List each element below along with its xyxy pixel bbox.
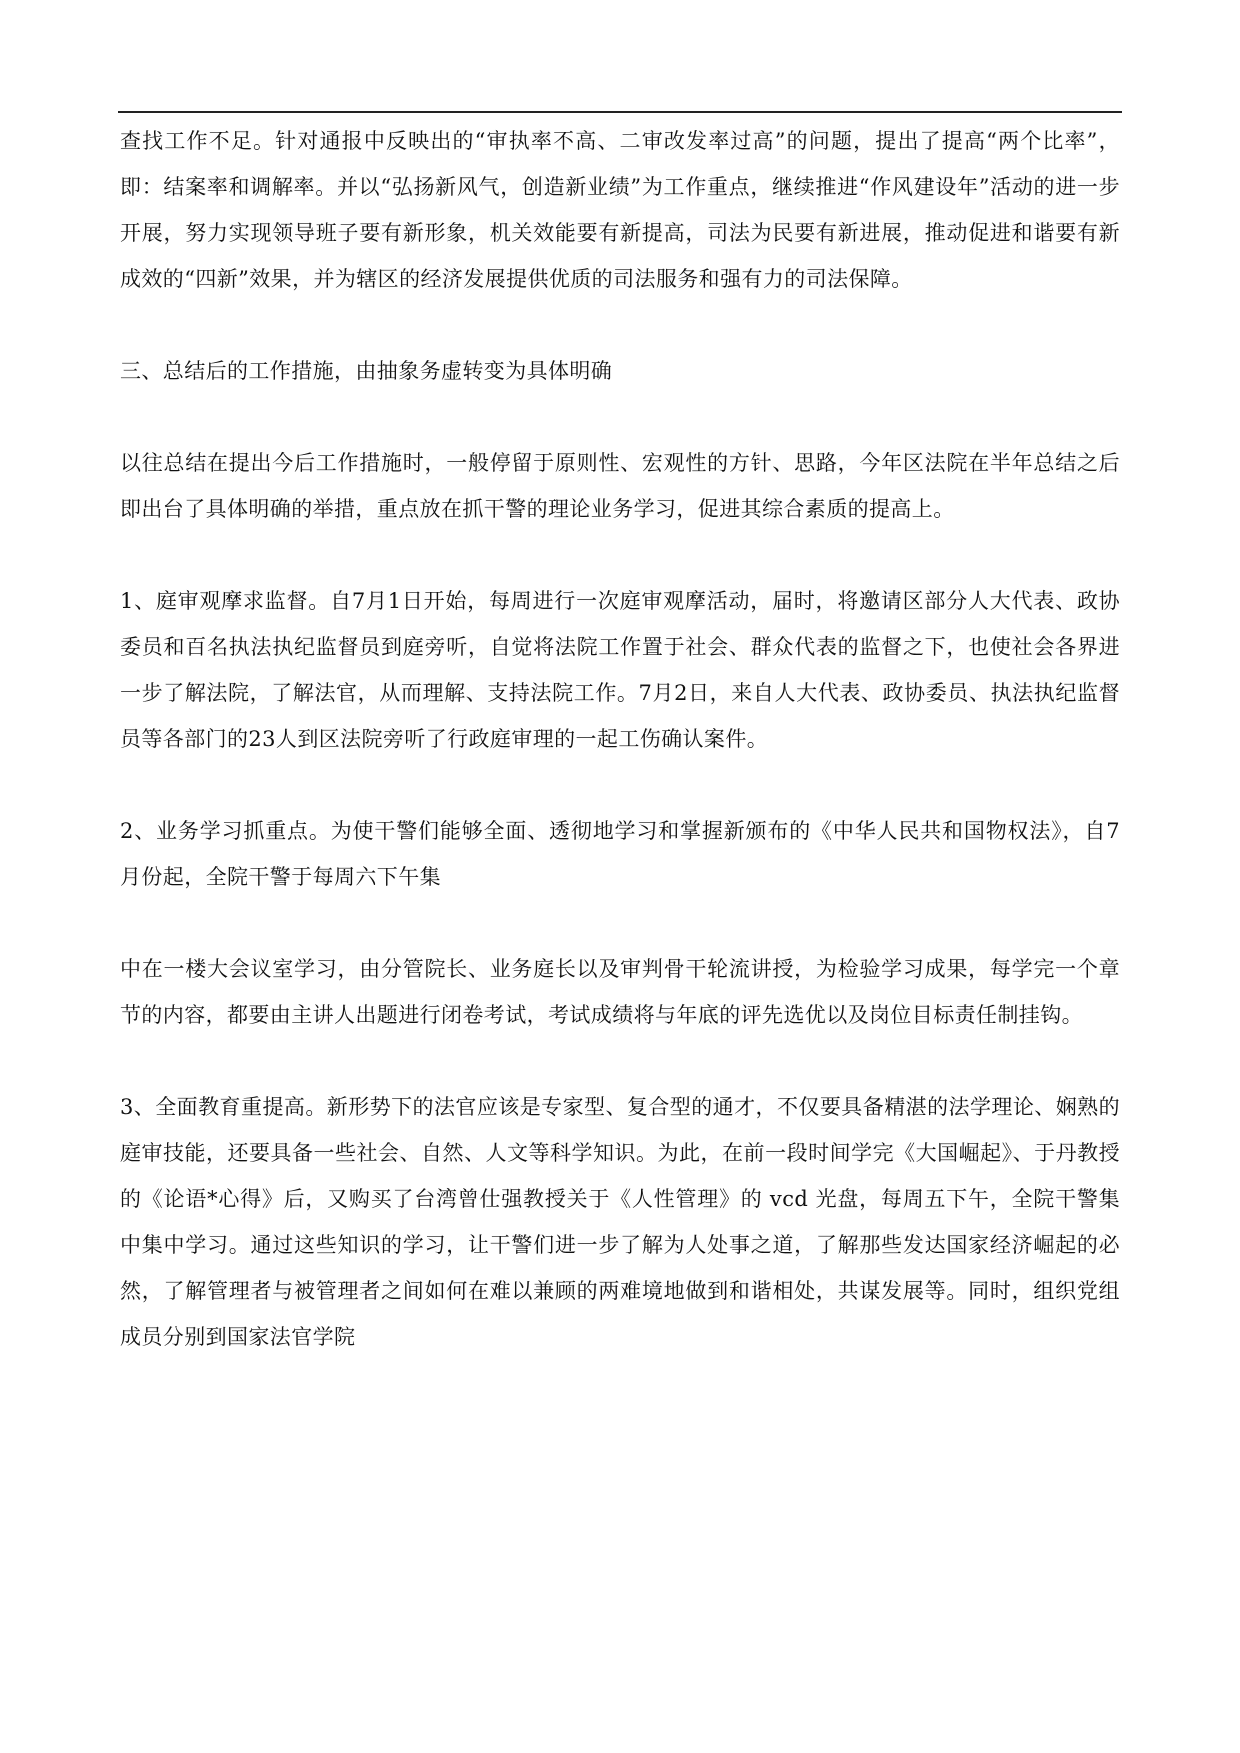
header-rule: [118, 111, 1122, 113]
paragraph-item-2-continued: 中在一楼大会议室学习，由分管院长、业务庭长以及审判骨干轮流讲授，为检验学习成果，每学完一个章节的内容，都要由主讲人出题进行闭卷考试，考试成绩将与年底的评先选优以及岗位目标责任制挂钩。: [120, 957, 1120, 1027]
paragraph-work-shortcomings: 查找工作不足。针对通报中反映出的“审执率不高、二审改发率过高”的问题，提出了提高“两个比率”，即：结案率和调解率。并以“弘扬新风气，创造新业绩”为工作重点，继续推进“作风建设年”活动的进一步开展，努力实现领导班子要有新形象，机关效能要有新提高，司法为民要有新进展，推动促进和谐要有新成效的“四新”效果，并为辖区的经济发展提供优质的司法服务和强有力的司法保障。: [120, 129, 1120, 291]
document-body: [120, 118, 1120, 1360]
paragraph-item-1-trial-observation: 1、庭审观摩求监督。自7月1日开始，每周进行一次庭审观摩活动，届时，将邀请区部分人大代表、政协委员和百名执法执纪监督员到庭旁听，自觉将法院工作置于社会、群众代表的监督之下，也使社会各界进一步了解法院，了解法官，从而理解、支持法院工作。7月2日，来自人大代表、政协委员、执法执纪监督员等各部门的23人到区法院旁听了行政庭审理的一起工伤确认案件。: [120, 589, 1120, 751]
paragraph-item-2-study-focus: 2、业务学习抓重点。为使干警们能够全面、透彻地学习和掌握新颁布的《中华人民共和国物权法》，自7月份起，全院干警于每周六下午集: [120, 819, 1120, 889]
paragraph-measures-intro: 以往总结在提出今后工作措施时，一般停留于原则性、宏观性的方针、思路，今年区法院在半年总结之后即出台了具体明确的举措，重点放在抓干警的理论业务学习，促进其综合素质的提高上。: [120, 451, 1120, 521]
paragraph-item-3-education: 3、全面教育重提高。新形势下的法官应该是专家型、复合型的通才，不仅要具备精湛的法学理论、娴熟的庭审技能，还要具备一些社会、自然、人文等科学知识。为此，在前一段时间学完《大国崛起》、于丹教授的《论语*心得》后，又购买了台湾曾仕强教授关于《人性管理》的 vcd 光盘，每周五下午，全院干警集中集中学习。通过这些知识的学习，让干警们进一步了解为人处事之道，了解那些发达国家经济崛起的必然，了解管理者与被管理者之间如何在难以兼顾的两难境地做到和谐相处，共谋发展等。同时，组织党组成员分别到国家法官学院: [120, 1095, 1120, 1349]
section-heading-three: 三、总结后的工作措施，由抽象务虚转变为具体明确: [120, 359, 613, 383]
